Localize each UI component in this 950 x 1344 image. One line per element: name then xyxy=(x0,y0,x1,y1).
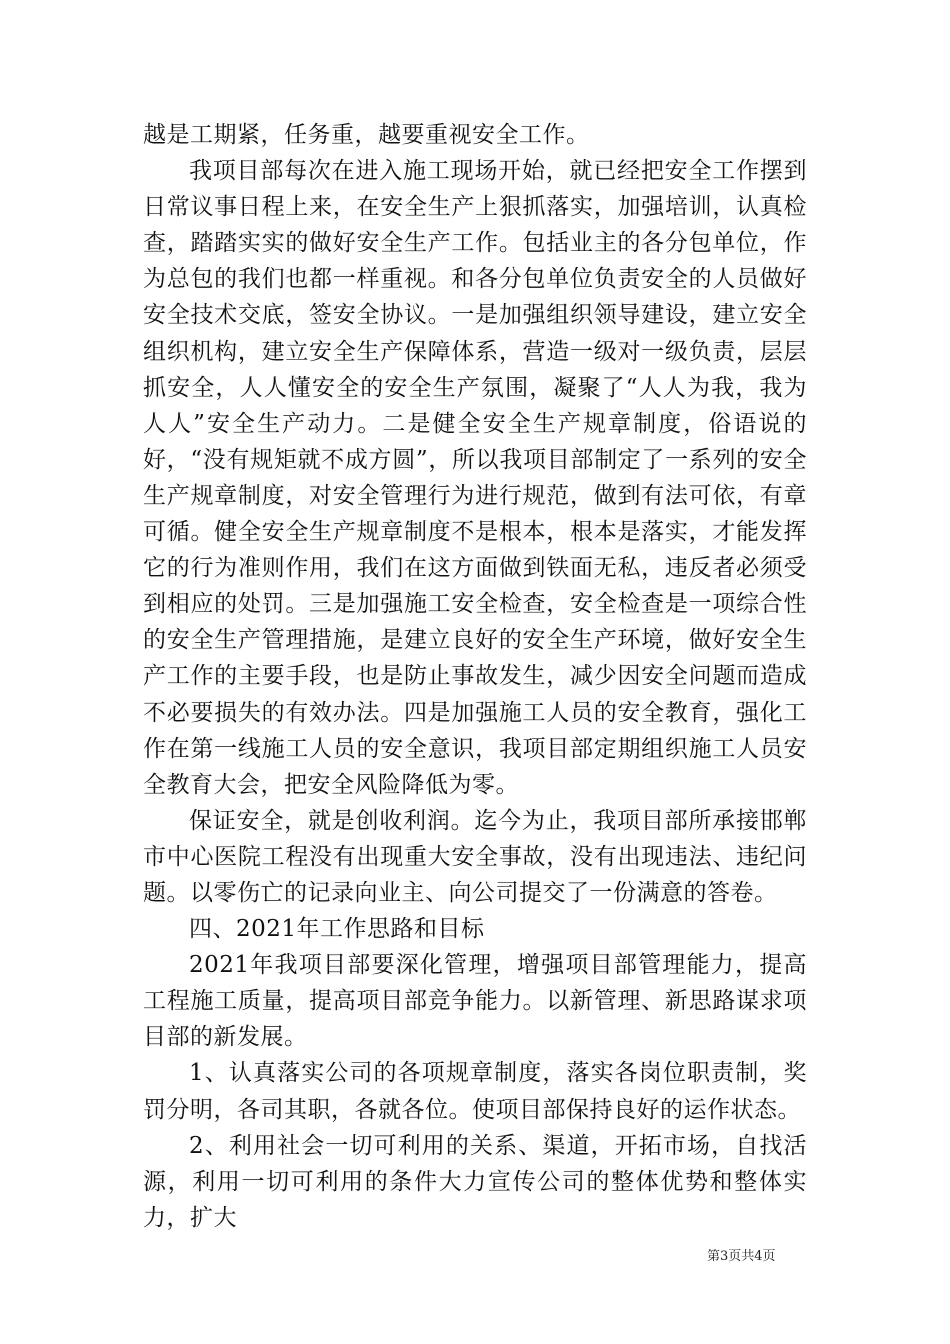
paragraph: 越是工期紧，任务重，越要重视安全工作。 xyxy=(143,122,590,148)
list-item: 2、利用社会一切可利用的关系、渠道，开拓市场，自找活源，利用一切可利用的条件大力宣传公司的整体优势和整体实力，扩大 xyxy=(143,1132,807,1231)
document-body xyxy=(143,117,807,1236)
section-heading: 四、2021年工作思路和目标 xyxy=(189,916,485,943)
paragraph: 保证安全，就是创收利润。迄今为止，我项目部所承接邯郸市中心医院工程没有出现重大安全事故，没有出现违法、违纪问题。以零伤亡的记录向业主、向公司提交了一份满意的答卷。 xyxy=(143,807,807,906)
page-number-footer: 第3页共4页 xyxy=(707,1249,776,1264)
paragraph: 我项目部每次在进入施工现场开始，就已经把安全工作摆到日常议事日程上来，在安全生产上狠抓落实，加强培训，认真检查，踏踏实实的做好安全生产工作。包括业主的各分包单位，作为总包的我们也都一样重视。和各分包单位负责安全的人员做好安全技术交底，签安全协议。一是加强组织领导建设，建立安全组织机构，建立安全生产保障体系，营造一级对一级负责，层层抓安全，人人懂安全的安全生产氛围，凝聚了“人人为我，我为人人”安全生产动力。二是健全安全生产规章制度，俗语说的好，“没有规矩就不成方圆”，所以我项目部制定了一系列的安全生产规章制度，对安全管理行为进行规范，做到有法可依，有章可循。健全安全生产规章制度不是根本，根本是落实，才能发挥它的行为准则作用，我们在这方面做到铁面无私，违反者必须受到相应的处罚。三是加强施工安全检查，安全检查是一项综合性的安全生产管理措施，是建立良好的安全生产环境，做好安全生产工作的主要手段，也是防止事故发生，减少因安全问题而造成不必要损失的有效办法。四是加强施工人员的安全教育，强化工作在第一线施工人员的安全意识，我项目部定期组织施工人员安全教育大会，把安全风险降低为零。 xyxy=(143,158,807,798)
paragraph: 2021年我项目部要深化管理，增强项目部管理能力，提高工程施工质量，提高项目部竞争能力。以新管理、新思路谋求项目部的新发展。 xyxy=(143,952,807,1051)
list-item: 1、认真落实公司的各项规章制度，落实各岗位职责制，奖罚分明，各司其职，各就各位。使项目部保持良好的运作状态。 xyxy=(143,1060,807,1123)
